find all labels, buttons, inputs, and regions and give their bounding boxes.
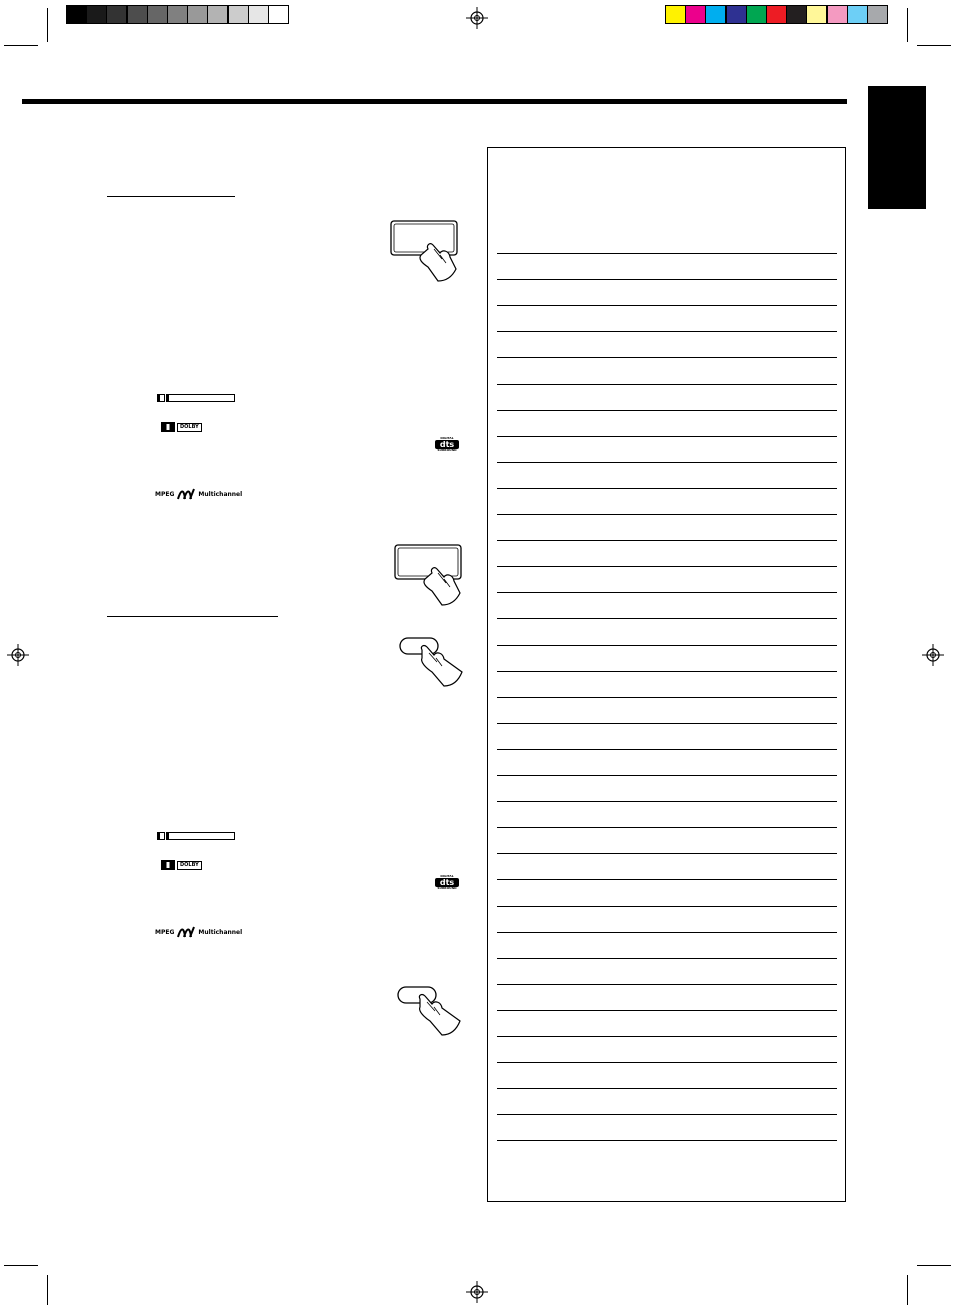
dolby-logo-icon — [161, 422, 202, 432]
crop-mark — [47, 1275, 48, 1305]
ruled-line — [497, 1088, 837, 1089]
ruled-line — [497, 436, 837, 437]
ruled-line — [497, 775, 837, 776]
ruled-line — [497, 906, 837, 907]
ruled-line — [497, 566, 837, 567]
crop-mark — [917, 45, 951, 46]
dts-logo-icon: DIGITAL dts SURROUND — [435, 875, 459, 891]
color-swatch — [806, 5, 827, 24]
ruled-line — [497, 384, 837, 385]
color-swatch — [786, 5, 807, 24]
ruled-line — [497, 827, 837, 828]
ruled-line — [497, 279, 837, 280]
dolby-logo-icon — [157, 832, 235, 840]
color-swatch — [766, 5, 787, 24]
ruled-line — [497, 305, 837, 306]
ruled-line — [497, 958, 837, 959]
grayscale-swatch — [127, 5, 148, 24]
grayscale-swatch — [268, 5, 289, 24]
grayscale-swatch — [207, 5, 228, 24]
color-swatch — [746, 5, 767, 24]
color-swatch — [685, 5, 706, 24]
hand-pointer-icon — [388, 219, 460, 283]
crosshair-icon — [466, 7, 488, 29]
ruled-line — [497, 592, 837, 593]
dts-logo-icon: DIGITAL dts SURROUND — [435, 437, 459, 453]
ruled-line — [497, 618, 837, 619]
dolby-badge: DOLBY — [177, 861, 202, 870]
mpeg-multichannel-logo-icon — [155, 487, 242, 501]
crop-mark — [47, 8, 48, 42]
hand-pointer-icon — [392, 543, 464, 607]
grayscale-swatch — [147, 5, 168, 24]
color-swatch — [867, 5, 888, 24]
language-tab — [868, 86, 926, 209]
crosshair-icon — [7, 644, 29, 666]
ruled-line — [497, 462, 837, 463]
ruled-line — [497, 671, 837, 672]
ruled-line — [497, 1010, 837, 1011]
ruled-line — [497, 1062, 837, 1063]
ruled-line — [497, 357, 837, 358]
section-heading-underline — [107, 196, 235, 197]
grayscale-swatch — [248, 5, 269, 24]
ruled-line — [497, 540, 837, 541]
crosshair-icon — [922, 644, 944, 666]
color-swatch — [705, 5, 726, 24]
ruled-line — [497, 645, 837, 646]
color-swatch — [726, 5, 747, 24]
grayscale-swatch — [86, 5, 107, 24]
color-swatch — [847, 5, 868, 24]
multichannel-label: Multichannel — [198, 928, 243, 936]
dolby-badge: DOLBY — [177, 423, 202, 432]
hand-pointer-icon — [394, 985, 464, 1037]
crop-mark — [907, 8, 908, 42]
color-swatch — [827, 5, 848, 24]
ruled-line — [497, 1140, 837, 1141]
ruled-line — [497, 879, 837, 880]
color-swatch — [665, 5, 686, 24]
crop-mark — [917, 1265, 951, 1266]
grayscale-swatch — [187, 5, 208, 24]
ruled-line — [497, 514, 837, 515]
mpeg-multichannel-logo-icon — [155, 925, 242, 939]
ruled-line — [497, 697, 837, 698]
grayscale-swatch — [228, 5, 249, 24]
dolby-logo-icon — [157, 394, 235, 402]
crop-mark — [4, 1265, 38, 1266]
dolby-logo-icon — [161, 860, 202, 870]
ruled-line — [497, 253, 837, 254]
ruled-line — [497, 1036, 837, 1037]
mpeg-label: MPEG — [155, 490, 175, 498]
section-heading-underline — [107, 616, 278, 617]
crop-mark — [907, 1275, 908, 1305]
multichannel-label: Multichannel — [198, 490, 243, 498]
mpeg-wave-icon — [176, 487, 196, 501]
ruled-line — [497, 853, 837, 854]
ruled-line — [497, 410, 837, 411]
crop-mark — [4, 45, 38, 46]
ruled-line — [497, 488, 837, 489]
ruled-line — [497, 801, 837, 802]
ruled-line — [497, 984, 837, 985]
mpeg-label: MPEG — [155, 928, 175, 936]
ruled-line — [497, 932, 837, 933]
hand-pointer-icon — [396, 636, 466, 688]
ruled-line — [497, 749, 837, 750]
crosshair-icon — [466, 1281, 488, 1303]
header-rule — [22, 99, 847, 104]
ruled-line — [497, 331, 837, 332]
grayscale-swatch — [106, 5, 127, 24]
grayscale-swatch — [66, 5, 87, 24]
grayscale-swatch — [167, 5, 188, 24]
ruled-line — [497, 723, 837, 724]
ruled-line — [497, 1114, 837, 1115]
mpeg-wave-icon — [176, 925, 196, 939]
